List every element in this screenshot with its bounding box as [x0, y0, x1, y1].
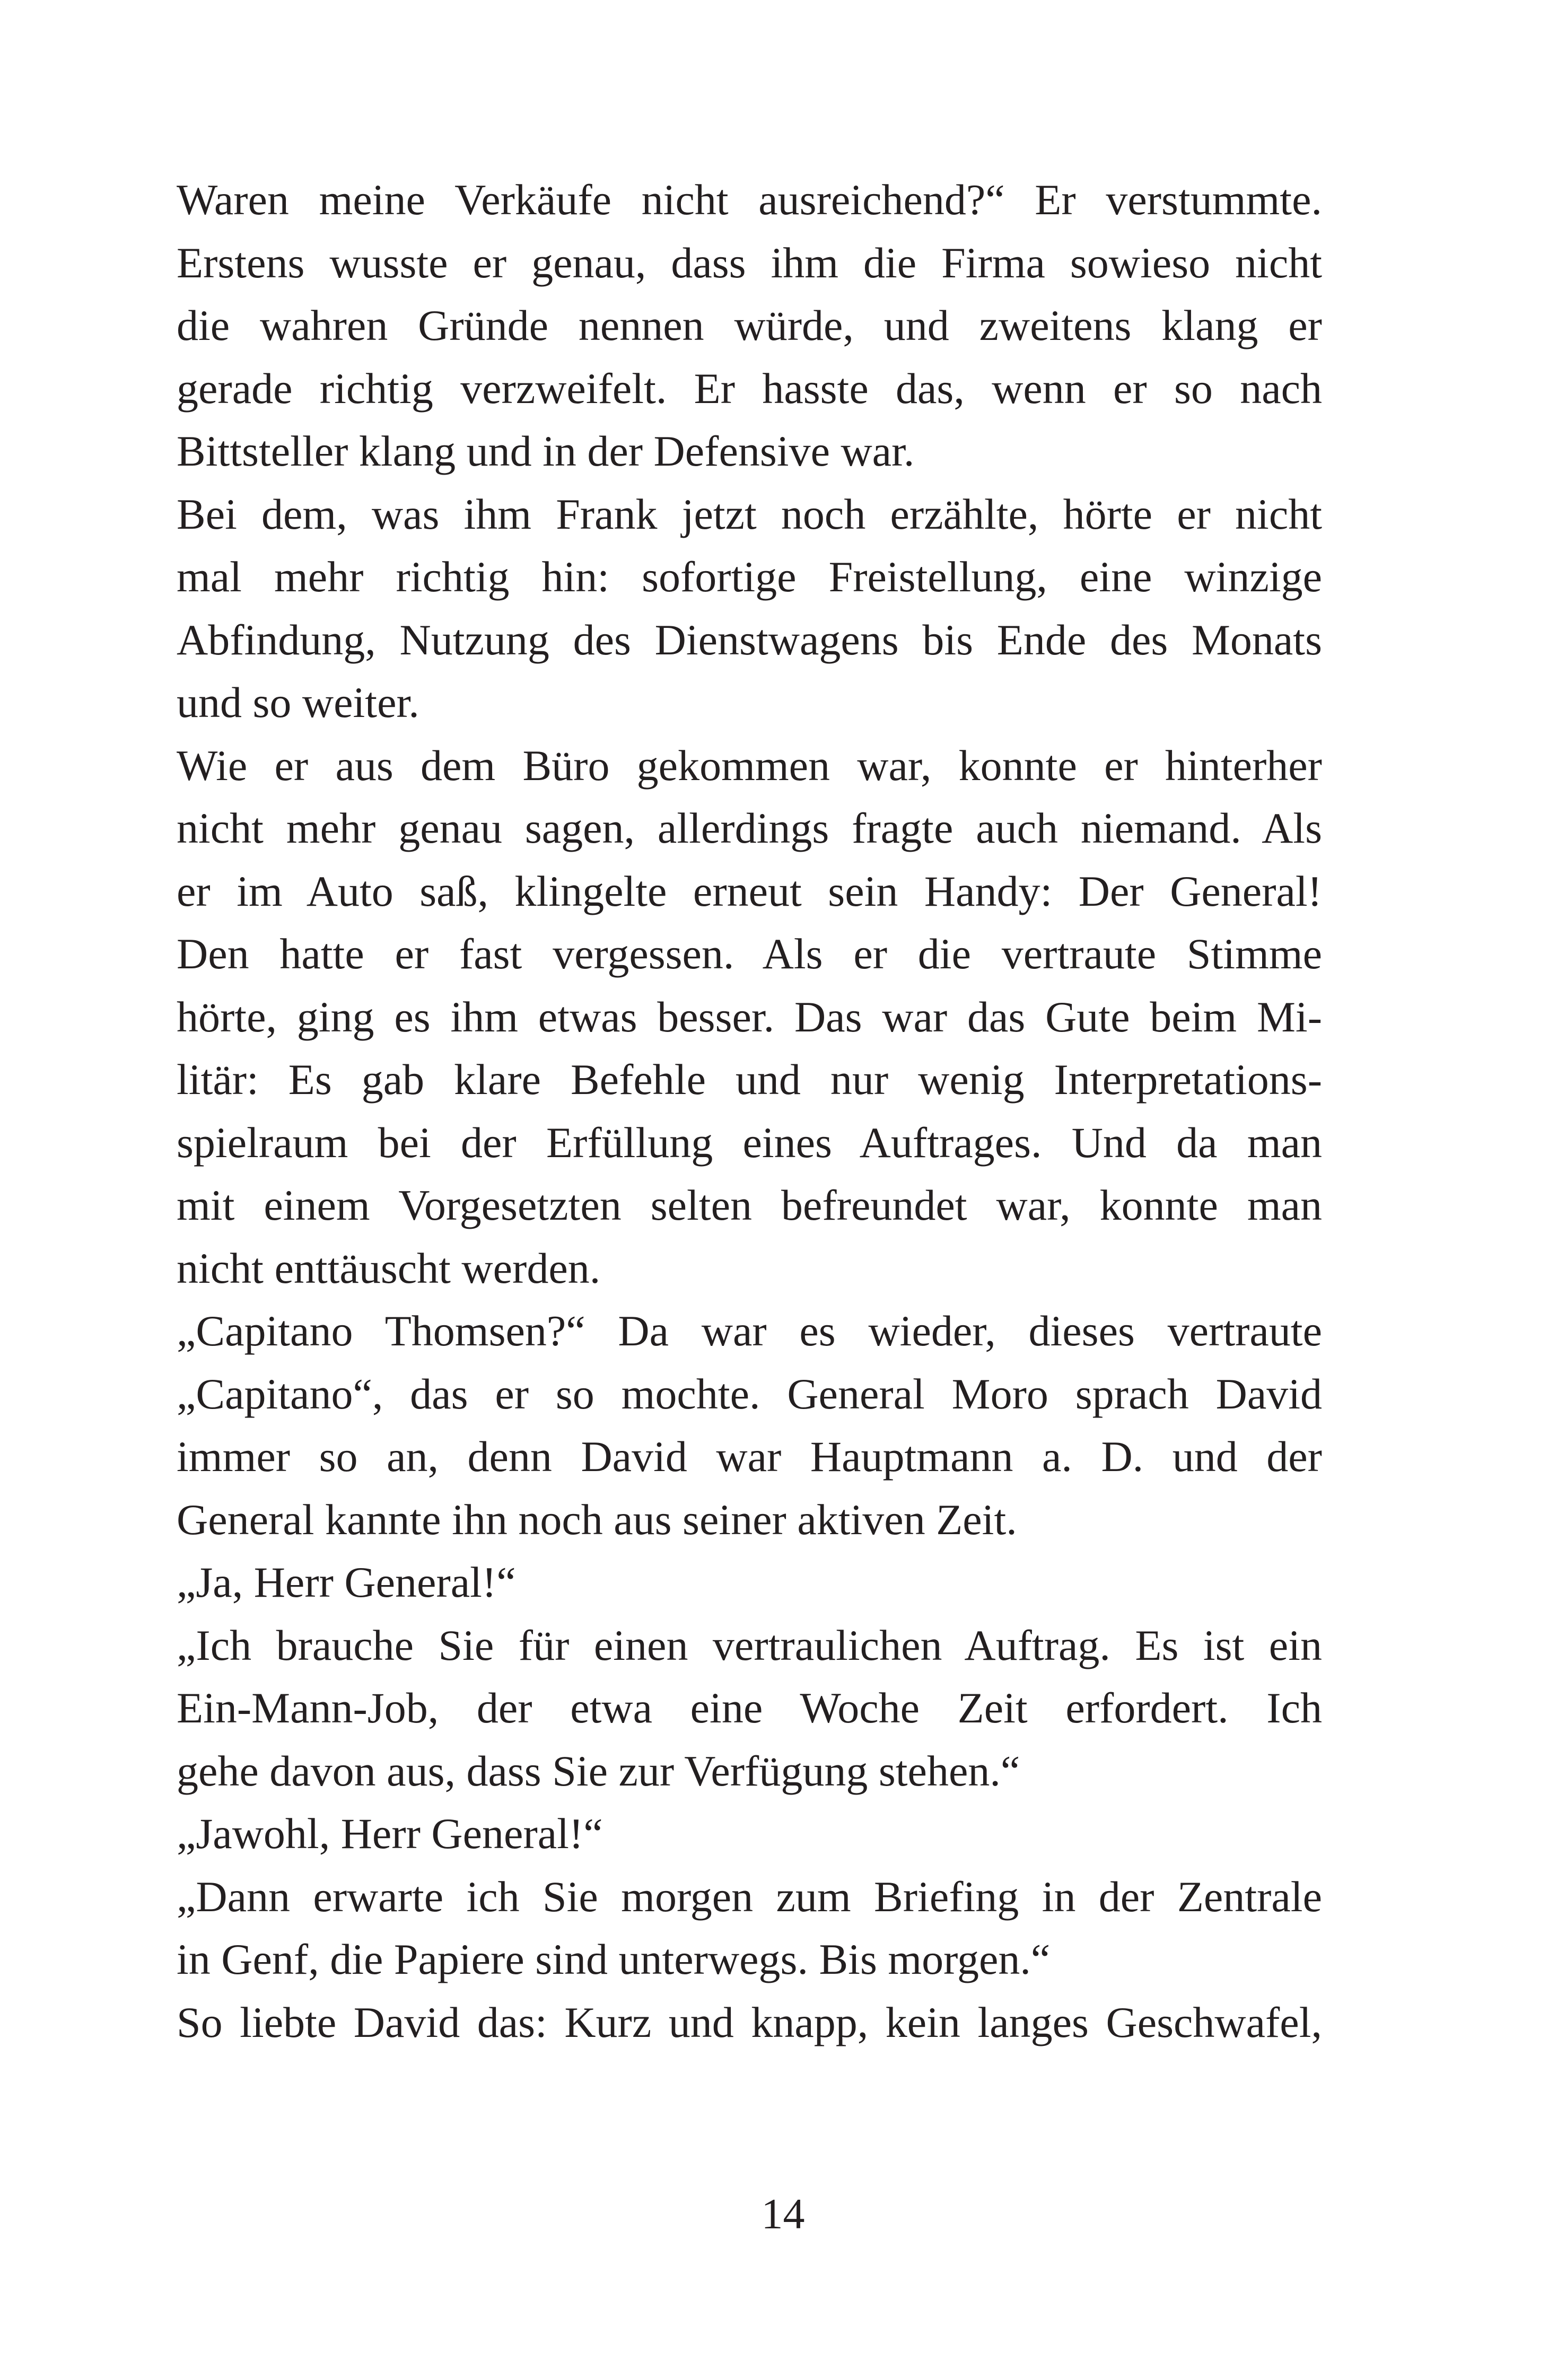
text-line: „Jawohl, Herr General!“	[177, 1809, 603, 1858]
text-line: „Dann erwarte ich Sie morgen zum Briefing in der Zentrale	[177, 1872, 1322, 1921]
text-line: Wie er aus dem Büro gekommen war, konnte er hinterher	[177, 741, 1322, 790]
text-line: Erstens wusste er genau, dass ihm die Firma sowieso nicht	[177, 238, 1322, 287]
body-text	[177, 169, 1322, 2054]
text-line: General kannte ihn noch aus seiner aktiven Zeit.	[177, 1495, 1017, 1544]
text-line: Waren meine Verkäufe nicht ausreichend?“ Er verstummte.	[177, 176, 1322, 224]
text-line: So liebte David das: Kurz und knapp, kein langes Geschwafel,	[177, 1998, 1322, 2046]
text-line: Den hatte er fast vergessen. Als er die vertraute Stimme	[177, 930, 1322, 978]
text-line: nicht enttäuscht werden.	[177, 1244, 601, 1292]
text-line: er im Auto saß, klingelte erneut sein Handy: Der General!	[177, 867, 1322, 915]
text-line: „Ich brauche Sie für einen vertraulichen Auftrag. Es ist ein	[177, 1621, 1322, 1669]
text-line: nicht mehr genau sagen, allerdings fragte auch niemand. Als	[177, 804, 1322, 852]
text-line: in Genf, die Papiere sind unterwegs. Bis morgen.“	[177, 1935, 1051, 1983]
text-line: gerade richtig verzweifelt. Er hasste das, wenn er so nach	[177, 364, 1322, 413]
text-line: spielraum bei der Erfüllung eines Auftrages. Und da man	[177, 1118, 1322, 1167]
text-line: immer so an, denn David war Hauptmann a. D. und der	[177, 1432, 1322, 1481]
text-line: hörte, ging es ihm etwas besser. Das war das Gute beim Mi-	[177, 992, 1322, 1041]
text-line: die wahren Gründe nennen würde, und zweitens klang er	[177, 301, 1322, 349]
text-line: mit einem Vorgesetzten selten befreundet war, konnte man	[177, 1181, 1322, 1229]
text-line: „Capitano Thomsen?“ Da war es wieder, dieses vertraute	[177, 1307, 1322, 1355]
text-line: Abfindung, Nutzung des Dienstwagens bis Ende des Monats	[177, 615, 1322, 664]
text-line: „Capitano“, das er so mochte. General Moro sprach David	[177, 1369, 1322, 1418]
text-line: Ein-Mann-Job, der etwa eine Woche Zeit erfordert. Ich	[177, 1684, 1322, 1732]
page-number: 14	[761, 2190, 805, 2238]
text-line: gehe davon aus, dass Sie zur Verfügung stehen.“	[177, 1746, 1020, 1795]
text-line: litär: Es gab klare Befehle und nur wenig Interpretations-	[177, 1055, 1322, 1104]
text-line: Bittsteller klang und in der Defensive war.	[177, 427, 915, 475]
text-line: „Ja, Herr General!“	[177, 1558, 516, 1606]
text-line: mal mehr richtig hin: sofortige Freistellung, eine winzige	[177, 553, 1322, 601]
text-line: Bei dem, was ihm Frank jetzt noch erzählte, hörte er nicht	[177, 489, 1322, 538]
text-line: und so weiter.	[177, 678, 419, 727]
